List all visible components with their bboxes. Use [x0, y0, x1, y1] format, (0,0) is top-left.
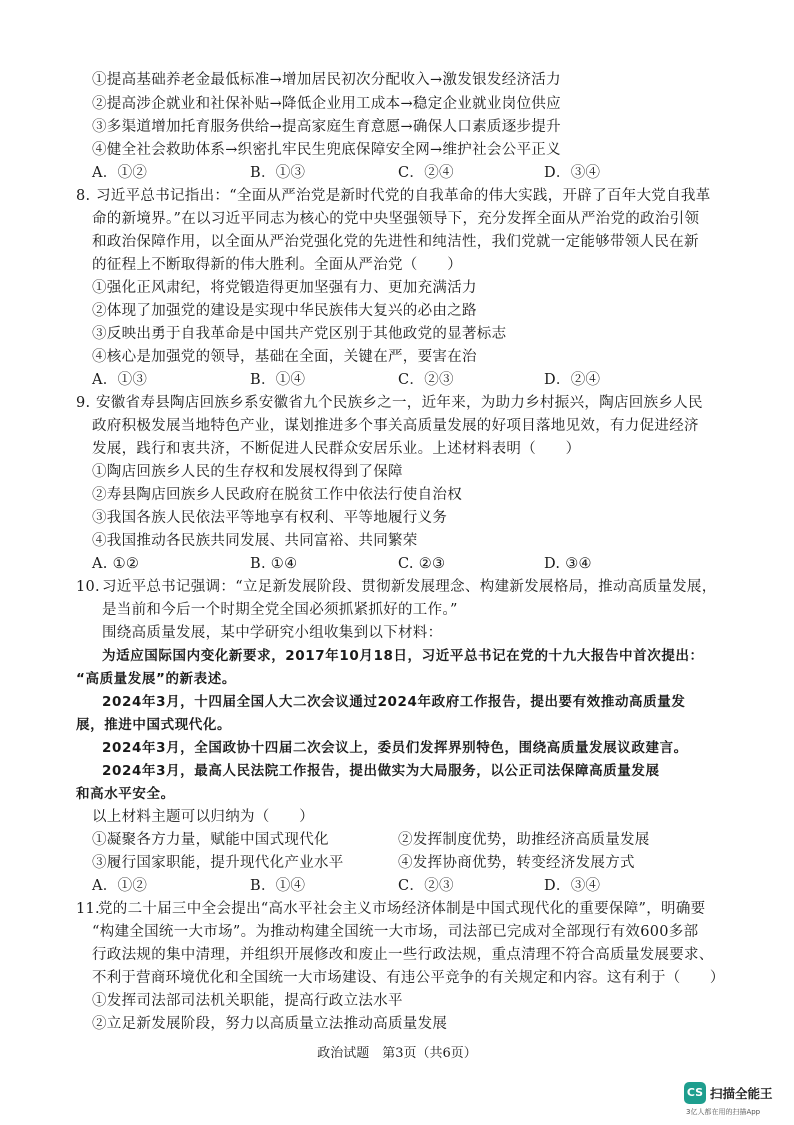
q8-choice-a: A．①③ — [92, 372, 148, 388]
q10-option-2: ②发挥制度优势，助推经济高质量发展 — [398, 832, 650, 848]
q10-option-3: ③履行国家职能，提升现代化产业水平 — [92, 855, 344, 871]
q10-choice-a: A．①② — [92, 878, 148, 894]
q10-material-1b: “高质量发展”的新表述。 — [76, 671, 236, 687]
q11-stem-1: 党的二十届三中全会提出“高水平社会主义市场经济体制是中国式现代化的重要保障”，明确要 — [98, 901, 706, 917]
q8-choice-d: D．②④ — [544, 372, 601, 388]
q9-stem-1: 安徽省寿县陶店回族乡系安徽省九个民族乡之一，近年来，为助力乡村振兴，陶店回族乡人民 — [96, 395, 703, 411]
q7-option-4: ④健全社会救助体系→织密扎牢民生兜底保障安全网→维护社会公平正义 — [92, 142, 561, 158]
q8-number: 8. — [76, 188, 91, 204]
q10-material-2a: 2024年3月，十四届全国人大二次会议通过2024年政府工作报告，提出要有效推动高质量发 — [102, 694, 686, 710]
q11-number: 11. — [76, 901, 100, 917]
q8-stem-3: 和政治保障作用，以全面从严治党强化党的先进性和纯洁性，我们党就一定能够带领人民在新 — [92, 234, 699, 250]
q9-stem-3: 发展，践行和衷共济，不断促进人民群众安居乐业。上述材料表明（ ） — [92, 441, 581, 457]
q11-option-2: ②立足新发展阶段，努力以高质量立法推动高质量发展 — [92, 1016, 448, 1032]
q9-option-3: ③我国各族人民依法平等地享有权利、平等地履行义务 — [92, 510, 448, 526]
q11-stem-2: “构建全国统一大市场”。为推动构建全国统一大市场，司法部已完成对全部现行有效600多部 — [92, 924, 699, 940]
q7-option-1: ①提高基础养老金最低标准→增加居民初次分配收入→激发银发经济活力 — [92, 72, 561, 88]
q10-material-2b: 展，推进中国式现代化。 — [76, 717, 232, 733]
q8-option-4: ④核心是加强党的领导，基础在全面，关键在严，要害在治 — [92, 349, 477, 365]
q10-choice-c: C．②③ — [398, 878, 454, 894]
scanner-watermark — [684, 1082, 794, 1122]
q7-option-3: ③多渠道增加托育服务供给→提高家庭生育意愿→确保人口素质逐步提升 — [92, 119, 561, 135]
q10-stem-1: 习近平总书记强调：“立足新发展阶段、贯彻新发展理念、构建新发展格局，推动高质量发展， — [102, 579, 717, 595]
q10-option-1: ①凝聚各方力量，赋能中国式现代化 — [92, 832, 329, 848]
q9-choice-c: C. ②③ — [398, 556, 446, 572]
q10-number: 10. — [76, 579, 100, 595]
q10-stem-3: 围绕高质量发展，某中学研究小组收集到以下材料： — [102, 625, 443, 641]
q10-choice-b: B．①④ — [250, 878, 306, 894]
q10-material-3: 2024年3月，全国政协十四届二次会议上，委员们发挥界别特色，围绕高质量发展议政建言。 — [102, 740, 688, 756]
q11-option-1: ①发挥司法部司法机关职能，提高行政立法水平 — [92, 993, 403, 1009]
page-footer: 政治试题 第3页（共6页） — [317, 1046, 477, 1061]
scanner-tagline: 3亿人都在用的扫描App — [686, 1108, 761, 1116]
q9-number: 9. — [76, 395, 91, 411]
q10-material-4a: 2024年3月，最高人民法院工作报告，提出做实为大局服务，以公正司法保障高质量发展 — [102, 763, 660, 779]
q9-choice-b: B. ①④ — [250, 556, 298, 572]
q9-option-2: ②寿县陶店回族乡人民政府在脱贫工作中依法行使自治权 — [92, 487, 462, 503]
q7-option-2: ②提高涉企就业和社保补贴→降低企业用工成本→稳定企业就业岗位供应 — [92, 96, 561, 112]
q8-stem-1: 习近平总书记指出：“全面从严治党是新时代党的自我革命的伟大实践，开辟了百年大党自我革 — [96, 188, 711, 204]
q8-choice-b: B．①④ — [250, 372, 306, 388]
q11-stem-4: 不利于营商环境优化和全国统一大市场建设、有违公平竞争的有关规定和内容。这有利于（ ） — [92, 970, 725, 986]
q9-option-1: ①陶店回族乡人民的生存权和发展权得到了保障 — [92, 464, 403, 480]
q8-option-1: ①强化正风肃纪，将党锻造得更加坚强有力、更加充满活力 — [92, 280, 477, 296]
q9-choice-d: D. ③④ — [544, 556, 592, 572]
q11-stem-3: 行政法规的集中清理，并组织开展修改和废止一些行政法规，重点清理不符合高质量发展要求、 — [92, 947, 714, 963]
q8-stem-2: 命的新境界。”在以习近平同志为核心的党中央坚强领导下，充分发挥全面从严治党的政治引领 — [92, 211, 700, 227]
q10-question: 以上材料主题可以归纳为（ ） — [92, 809, 314, 825]
q10-stem-2: 是当前和今后一个时期全党全国必须抓紧抓好的工作。” — [102, 602, 458, 618]
q8-choice-c: C．②③ — [398, 372, 454, 388]
q10-option-4: ④发挥协商优势，转变经济发展方式 — [398, 855, 635, 871]
q9-choice-a: A. ①② — [92, 556, 140, 572]
q8-stem-4: 的征程上不断取得新的伟大胜利。全面从严治党（ ） — [92, 257, 462, 273]
q7-choice-d: D．③④ — [544, 165, 601, 181]
q7-choice-a: A．①② — [92, 165, 148, 181]
scanner-app-name: 扫描全能王 — [710, 1086, 773, 1101]
q8-option-2: ②体现了加强党的建设是实现中华民族伟大复兴的必由之路 — [92, 303, 477, 319]
cs-logo-icon: CS — [684, 1082, 706, 1104]
q9-option-4: ④我国推动各民族共同发展、共同富裕、共同繁荣 — [92, 533, 418, 549]
q10-choice-d: D．③④ — [544, 878, 601, 894]
q8-option-3: ③反映出勇于自我革命是中国共产党区别于其他政党的显著标志 — [92, 326, 507, 342]
q10-material-1a: 为适应国际国内变化新要求，2017年10月18日，习近平总书记在党的十九大报告中首次提出： — [102, 648, 704, 664]
q10-material-4b: 和高水平安全。 — [76, 786, 175, 802]
q7-choice-b: B．①③ — [250, 165, 306, 181]
q7-choice-c: C．②④ — [398, 165, 454, 181]
q9-stem-2: 政府积极发展当地特色产业，谋划推进多个事关高质量发展的好项目落地见效，有力促进经济 — [92, 418, 699, 434]
